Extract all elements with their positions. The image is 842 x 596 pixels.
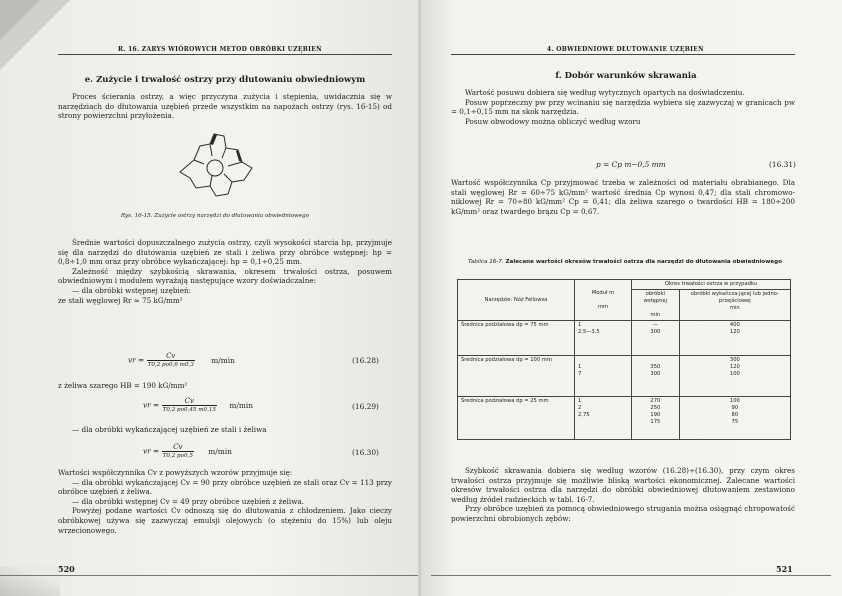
cell-tool-25-text: Średnica podziałowa dp = 25 mm: [461, 398, 549, 404]
paragraph-speed: [451, 466, 795, 524]
header-rule: [58, 54, 392, 55]
header-finish-unit: min: [729, 305, 740, 311]
equation-16-29: [143, 397, 253, 414]
table-caption-text: Zalecane wartości okresów trwałości ostrza dla narzędzi do dłutowania obwiedniowego: [505, 259, 782, 265]
equation-16-31: p = Cp m−0,5 mm: [596, 160, 666, 169]
eq3-lhs: vr =: [143, 446, 160, 456]
cell-finish-100: [679, 356, 790, 397]
cell-tool-25: [458, 397, 575, 440]
para-wear-text: Proces ścierania ostrzy, a więc przyczyna zużycia i stępienia, uwidacznia się w narzędziach do dłutowania uzębień przede wszystkim na nарożach ostrzy (rys. 16-15) od strony powierzchni przyłożenia.: [58, 92, 392, 121]
para-feed-intro: Wartość posuwu dobiera się według wytycznych opartych na doświadczeniu.: [465, 88, 745, 97]
bottom-edge-line-right: [431, 575, 831, 576]
line-carbon-steel: ze stali węglowej Rr ≈ 75 kG/mm²: [58, 295, 183, 305]
para-cv-intro: Wartości współczynnika Cv z powyższych wzorów przyjmuje się:: [58, 468, 293, 477]
para-cutting-speed: Szybkość skrawania dobiera się według wzorów (16.28)÷(16.30), przy czym okres trwałości ostrza przyjmuje się możliwie bliską wartości ekonomicznej. Zalecane wartości okresów trwałości ostrza dla narzędzi do obróbki obwiedniowej dłutowaniem zestawiono według źródeł radzieckich w tabl. 16-7.: [451, 466, 795, 504]
header-tool-life-text: Okres trwałości ostrza w przypadku: [664, 281, 758, 287]
eq1-unit: m/min: [211, 355, 235, 365]
cell-value: 350: [650, 364, 661, 370]
eq3-numerator: Cv: [162, 443, 194, 452]
eq-16-31-number: (16.31): [769, 160, 796, 169]
cell-value: 120: [729, 364, 740, 370]
table-header-row-1: [458, 280, 791, 290]
cutter-outline: [180, 134, 252, 196]
cell-value: 100: [729, 398, 740, 404]
figure-caption: [90, 212, 340, 220]
figure-caption-text: Zużycie ostrzy narzędzi do dłutowania obwiedniowego: [154, 213, 310, 219]
page-curl-shadow: [0, 0, 40, 40]
paragraph-allowable-wear: [58, 238, 392, 305]
cell-value: 90: [731, 405, 739, 411]
para-coolant: Powyżej podane wartości Cv odnoszą się do dłutowania z chłodzeniem. Jako cieczy obróbkowej używa się zazwyczaj emulsji olejowych (o stężeniu do 15%) lub oleju wrzecionowego.: [58, 506, 392, 535]
cell-value: 7: [578, 371, 582, 377]
header-tool-life: [632, 280, 791, 290]
cutter-teeth-edges: [194, 144, 242, 186]
header-rule-right: [451, 54, 795, 55]
line-finish-wrap: [58, 425, 392, 435]
cell-tool-75-text: Średnica podziałowa dp = 75 mm: [461, 322, 549, 328]
cell-value: 300: [650, 371, 661, 377]
eq3-number: (16.30): [352, 448, 379, 457]
line-finish-machining: — dla obróbki wykańczającej uzębień ze stali i żeliwa: [72, 425, 267, 434]
figure-caption-label: Rys. 16-15.: [120, 213, 153, 219]
cell-value: 300: [650, 329, 661, 335]
para-circ-feed: Posuw obwodowy można obliczyć według wzoru: [465, 116, 641, 126]
cell-value: 190: [650, 412, 661, 418]
cell-finish-25: [679, 397, 790, 440]
page-number-left: 520: [58, 564, 75, 574]
cell-value: 75: [731, 419, 739, 425]
cell-tool-100-text: Średnica podziałowa dp = 100 mm: [461, 357, 552, 363]
table-row: [458, 356, 791, 397]
eq1-number: (16.28): [352, 356, 379, 365]
cell-module-100: [575, 356, 632, 397]
eq3-denominator: T0,2 po0,5: [162, 453, 193, 459]
eq3-fraction: [162, 443, 194, 460]
equation-16-30: [143, 443, 232, 460]
paragraph-feed: [451, 88, 795, 126]
cell-rough-75: [632, 321, 680, 356]
cell-value: 1: [578, 322, 582, 328]
cell-value: 2: [578, 405, 582, 411]
running-head-right: 4. OBWIEDNIOWE DŁUTOWANIE UZĘBIEŃ: [547, 46, 704, 53]
header-rough-unit: min: [650, 312, 661, 318]
cell-value: 100: [729, 371, 740, 377]
cell-module-25: [575, 397, 632, 440]
table-caption-label: Tablica 16-7.: [468, 259, 504, 265]
line-rough-machining: — dla obróbki wstępnej uzębień:: [72, 285, 192, 295]
eq3-unit: m/min: [208, 446, 232, 456]
header-finish-text: obróbki wykańcza-jącej lub jedno-przejściowej: [690, 291, 779, 304]
eq1-numerator: Cv: [147, 352, 195, 361]
cell-value: 1: [578, 364, 582, 370]
cell-module-75: [575, 321, 632, 356]
eq2-numerator: Cv: [162, 397, 217, 406]
eq2-denominator: T0,2 po0,45 m0,15: [162, 407, 216, 413]
running-head-left: R. 16. ZARYS WIÓROWYCH METOD OBRÓBKI UZĘBIEŃ: [118, 46, 322, 53]
eq2-lhs: vr =: [143, 400, 160, 410]
table-caption: [455, 259, 795, 267]
bullet-finish-cv: — dla obróbki wykańczającej Cv = 90 przy obróbce uzębień ze stali oraz Cv = 113 przy obróbce uzębień z żeliwa.: [58, 477, 392, 497]
header-module-text: Moduł m: [591, 289, 615, 296]
cutter-tooth-figure: [170, 130, 260, 205]
header-finish: [679, 290, 790, 321]
cell-value: 300: [729, 357, 740, 363]
cell-value: 2,75: [578, 412, 590, 418]
eq1-fraction: [147, 352, 195, 369]
cell-rough-100: [632, 356, 680, 397]
cell-value: 80: [731, 412, 739, 418]
eq2-unit: m/min: [229, 400, 253, 410]
cell-value: 270: [650, 398, 661, 404]
header-rough-text: obróbki wstępnej: [643, 291, 668, 304]
cell-value: —: [652, 322, 658, 328]
paragraph-cv-values: [58, 468, 392, 535]
header-tool-text: Narzędzie: Nóż Fellowsa: [484, 296, 548, 303]
cell-finish-75: [679, 321, 790, 356]
cell-value: [635, 357, 676, 364]
header-rough: [632, 290, 680, 321]
paragraph-wear: [58, 92, 392, 121]
header-module-unit: mm: [597, 303, 609, 310]
cutter-bore: [207, 160, 223, 176]
eq1-lhs: vr =: [128, 355, 145, 365]
para-radial-feed: Posuw poprzeczny pw przy wcinaniu się narzędzia wybiera się zazwyczaj w granicach pw = 0,1÷0,15 mm na skok narzędzia.: [451, 97, 795, 117]
cell-rough-25: [632, 397, 680, 440]
cell-value: 120: [729, 329, 740, 335]
line-grey-iron: z żeliwa szarego HB = 190 kG/mm²: [58, 381, 188, 390]
para-relationship-text: Zależność między szybkością skrawania, okresem trwałości ostrza, posuwem obwiedniowym i modułem wyrażają następujące wzory doświadczalne:: [58, 266, 392, 286]
bottom-edge-line: [0, 575, 420, 576]
eq2-number: (16.29): [352, 402, 379, 411]
para-allowable-wear-text: Średnie wartości dopuszczalnego zużycia ostrzy, czyli wysokości starcia hp, przyjmuje się dla narzędzi do dłutowania uzębień ze stali i żeliwa przy obróbce wstępnej: hp = 0,8÷1,0 mm oraz przy obróbce wykańczającej: hp = 0,1÷0,25 mm.: [58, 238, 392, 267]
cell-value: [578, 357, 628, 364]
table-row: [458, 321, 791, 356]
equation-16-28: [128, 352, 235, 369]
section-title-e: e. Zużycie i trwałość ostrzy przy dłutowaniu obwiedniowym: [84, 75, 366, 85]
cell-tool-75: [458, 321, 575, 356]
section-title-f: f. Dobór warunków skrawania: [555, 71, 697, 81]
page-number-right: 521: [776, 564, 793, 574]
cell-value: 2,5—3,5: [578, 329, 600, 335]
header-tool: [458, 280, 575, 321]
cell-value: 250: [650, 405, 661, 411]
cell-tool-100: [458, 356, 575, 397]
eq2-fraction: [162, 397, 217, 414]
cell-value: 400: [729, 322, 740, 328]
bullet-rough-cv: — dla obróbki wstępnej Cv = 49 przy obróbce uzębień z żeliwa.: [72, 496, 304, 506]
table-row: [458, 397, 791, 440]
tool-life-table: [457, 279, 791, 440]
eq1-denominator: T0,2 po0,6 m0,3: [147, 362, 194, 368]
worn-corner-1: [210, 134, 217, 145]
line-grey-iron-wrap: [58, 381, 392, 391]
scan-smudge: [0, 566, 60, 596]
paragraph-cp: [451, 178, 795, 216]
header-module: [575, 280, 632, 321]
cell-value: 1: [578, 398, 582, 404]
cell-value: 175: [650, 419, 661, 425]
para-roughness: Przy obróbce uzębień za pomocą obwiedniowego strugania można osiągnąć chropowatość powierzchni obrobionych zębów:: [451, 504, 795, 523]
para-cp-values: Wartość współczynnika Cp przyjmować trzeba w zależności od materiału obrabianego. Dla stali węglowej Rr = 60÷75 kG/mm² wartość średnia Cp wynosi 0,47; dla stali chromowo-niklowej Rr = 70÷80 kG/mm² Cp = 0,41; dla żeliwa szarego o twardości HB = 180÷200 kG/mm² oraz twardego brązu Cp = 0,67.: [451, 178, 795, 216]
